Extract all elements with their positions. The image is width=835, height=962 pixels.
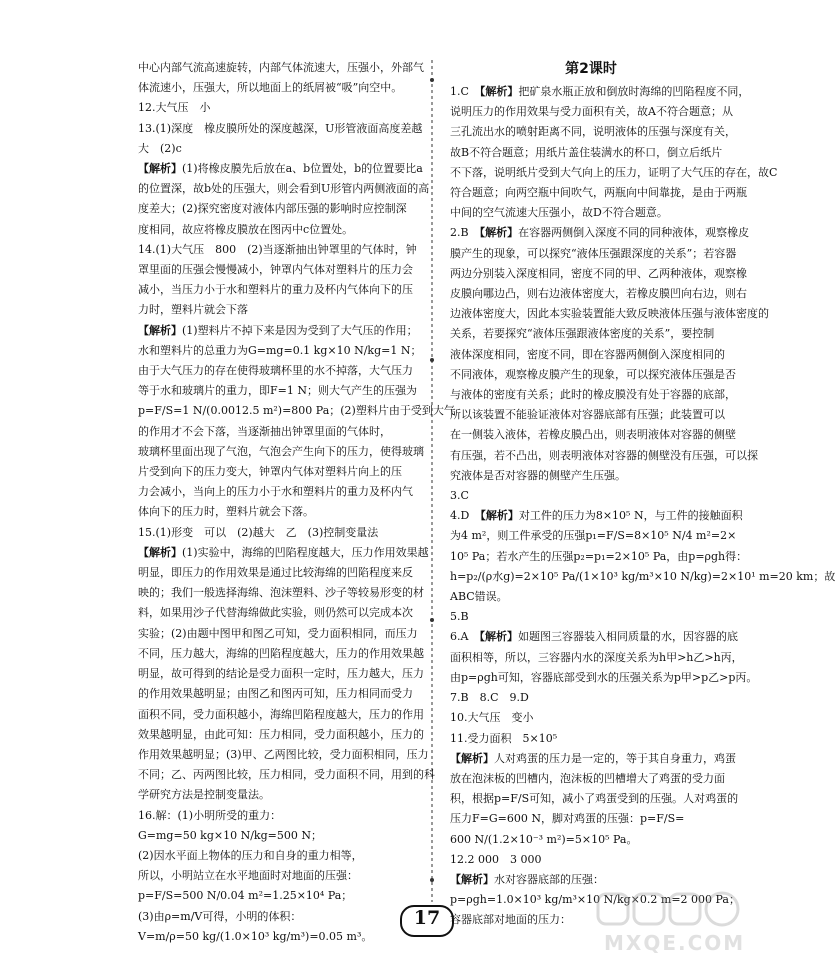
right-text-line: 究液体是否对容器的侧壁产生压强。 bbox=[450, 468, 626, 482]
left-text-line: 罩里面的压强会慢慢减小，钟罩内气体对塑料片的压力会 bbox=[138, 263, 413, 277]
section-title: 第2课时 bbox=[565, 61, 617, 77]
left-text-line: 12.大气压 小 bbox=[138, 101, 211, 115]
left-text-line: V=m/ρ=50 kg/(1.0×10³ kg/m³)=0.05 m³。 bbox=[138, 929, 373, 943]
right-text-line: p=ρgh=1.0×10³ kg/m³×10 N/kg×0.2 m=2 000 Pa； bbox=[450, 893, 740, 907]
right-text-line: 在一侧装入液体，若橡皮膜凸出，则表明液体对容器的侧壁 bbox=[450, 428, 736, 442]
left-text-line: 13.(1)深度 橡皮膜所处的深度越深，U形管液面高度差越 bbox=[138, 121, 423, 135]
right-text-line: 【解析】水对容器底部的压强： bbox=[450, 872, 604, 886]
right-text-line: 故B不符合题意；用纸片盖住装满水的杯口，倒立后纸片 bbox=[450, 145, 723, 159]
right-text-line: 两边分别装入深度相同，密度不同的甲、乙两种液体，观察橡 bbox=[450, 266, 747, 280]
left-text-line: 面积不同，受力面积越小，海绵凹陷程度越大，压力的作用 bbox=[138, 707, 424, 721]
right-text-line: 11.受力面积 5×10⁵ bbox=[450, 731, 558, 745]
left-text-line: 【解析】(1)实验中，海绵的凹陷程度越大，压力作用效果越 bbox=[138, 545, 429, 559]
right-text-line: 皮膜向哪边凸，则右边液体密度大，若橡皮膜凹向右边，则右 bbox=[450, 287, 747, 301]
left-text-line: 不同，压力越大，海绵的凹陷程度越大，压力的作用效果越 bbox=[138, 646, 424, 660]
right-text-line: 不下落，说明纸片受到大气向上的压力，证明了大气压的存在，故C bbox=[450, 165, 778, 179]
right-text-line: 3.C bbox=[450, 489, 469, 503]
right-text-line: 中间的空气流速大压强小，故D不符合题意。 bbox=[450, 206, 668, 220]
left-text-line: 的作用才不会下落，当逐渐抽出钟罩里面的气体时， bbox=[138, 424, 391, 438]
left-text-line: (2)因水平面上物体的压力和自身的重力相等， bbox=[138, 848, 363, 862]
left-text-line: 映的；我们一般选择海绵、泡沫塑料、沙子等较易形变的材 bbox=[138, 586, 424, 600]
left-text-line: 减小，当压力小于水和塑料片的重力及杯内气体向下的压 bbox=[138, 283, 413, 297]
right-text-line: 5.B bbox=[450, 610, 469, 624]
right-text-line: 与液体的密度有关系；此时的橡皮膜没有处于容器的底部， bbox=[450, 388, 736, 402]
left-text-line: 水和塑料片的总重力为G=mg=0.1 kg×10 N/kg=1 N； bbox=[138, 343, 422, 357]
right-text-line: 容器底部对地面的压力： bbox=[450, 913, 571, 927]
right-text-line: 压力F=G=600 N，脚对鸡蛋的压强：p=F/S= bbox=[450, 812, 685, 826]
left-text-line: G=mg=50 kg×10 N/kg=500 N； bbox=[138, 828, 322, 842]
analysis-tag: 【解析】 bbox=[138, 323, 182, 337]
analysis-tag: 【解析】 bbox=[138, 545, 182, 559]
left-text-line: 大 (2)c bbox=[138, 141, 182, 155]
left-text-line: 体流速小，压强大，所以地面上的纸屑被“吸”向空中。 bbox=[138, 81, 403, 95]
analysis-tag: 【解析】 bbox=[479, 85, 519, 98]
right-column bbox=[450, 58, 835, 931]
left-text-line: 的位置深，故b处的压强大，则会看到U形管内两侧液面的高 bbox=[138, 182, 430, 196]
right-text-line: 为4 m²，则工件承受的压强p₁=F/S=8×10⁵ N/4 m²=2× bbox=[450, 529, 737, 543]
left-text-line: 由于大气压力的存在使得玻璃杯里的水不掉落，大气压力 bbox=[138, 364, 413, 378]
page-number-badge bbox=[400, 905, 452, 935]
right-text-line: 符合题意；向两空瓶中间吹气，两瓶向中间靠拢，是由于两瓶 bbox=[450, 186, 747, 200]
right-text-line: 4.D 【解析】对工件的压力为8×10⁵ N，与工件的接触面积 bbox=[450, 509, 743, 523]
right-text-line: 2.B 【解析】在容器两侧倒入深度不同的同种液体，观察橡皮 bbox=[450, 226, 750, 240]
page-number: 17 bbox=[413, 907, 441, 929]
left-text-line: 力时，塑料片就会下落 bbox=[138, 303, 248, 317]
right-text-line: 放在泡沫板的凹槽内，泡沫板的凹槽增大了鸡蛋的受力面 bbox=[450, 771, 725, 785]
left-text-line: 体向下的压力时，塑料片就会下落。 bbox=[138, 505, 314, 519]
left-text-line: 16.解：(1)小明所受的重力： bbox=[138, 808, 282, 822]
left-text-line: 料，如果用沙子代替海绵做此实验，则仍然可以完成本次 bbox=[138, 606, 413, 620]
analysis-tag: 【解析】 bbox=[479, 630, 518, 644]
left-text-line: 实验；(2)由题中图甲和图乙可知，受力面积相同，而压力 bbox=[138, 626, 418, 640]
right-text-line: 6.A 【解析】如题图三容器装入相同质量的水，因容器的底 bbox=[450, 630, 738, 644]
left-text-line: 度差大；(2)探究密度对液体内部压强的影响时应控制深 bbox=[138, 202, 407, 216]
left-text-line: p=F/S=1 N/(0.0012.5 m²)=800 Pa；(2)塑料片由于受到大气 bbox=[138, 404, 455, 418]
right-text-line: ABC错误。 bbox=[450, 590, 508, 604]
right-text-line: 由p=ρgh可知，容器底部受到水的压强关系为p甲>p乙>p丙。 bbox=[450, 670, 758, 684]
left-text-line: 明显，即压力的作用效果是通过比较海绵的凹陷程度来反 bbox=[138, 566, 413, 580]
right-text-line: 面积相等，所以，三容器内水的深度关系为h甲>h乙>h丙， bbox=[450, 650, 743, 664]
right-text-line: 10⁵ Pa；若水产生的压强p₂=p₁=2×10⁵ Pa，由p=ρgh得： bbox=[450, 549, 748, 563]
left-text-line: 片受到向下的压力变大，钟罩内气体对塑料片向上的压 bbox=[138, 465, 402, 479]
analysis-tag: 【解析】 bbox=[450, 872, 494, 886]
right-text-line: 【解析】人对鸡蛋的压力是一定的，等于其自身重力，鸡蛋 bbox=[450, 751, 736, 765]
left-text-line: 不同；乙、丙两图比较，压力相同，受力面积不同，用到的科 bbox=[138, 768, 435, 782]
analysis-tag: 【解析】 bbox=[138, 162, 182, 176]
right-text-line: 不同液体，观察橡皮膜产生的现象，可以探究液体压强是否 bbox=[450, 367, 736, 381]
right-text-line: 10.大气压 变小 bbox=[450, 711, 534, 725]
right-text-line: 液体深度相同，密度不同，即在容器两侧倒入深度相同的 bbox=[450, 347, 725, 361]
watermark-logo bbox=[594, 888, 744, 958]
left-text-line: 中心内部气流高速旋转，内部气体流速大，压强小，外部气 bbox=[138, 61, 424, 74]
left-text-line: 明显，故可得到的结论是受力面积一定时，压力越大，压力 bbox=[138, 667, 424, 681]
left-text-line: 玻璃杯里面出现了气泡，气泡会产生向下的压力，使得玻璃 bbox=[138, 444, 424, 458]
right-column-body bbox=[450, 82, 835, 931]
analysis-tag: 【解析】 bbox=[450, 751, 494, 765]
right-text-line: 说明压力的作用效果与受力面积有关，故A不符合题意；从 bbox=[450, 105, 733, 119]
right-text-line: 边液体密度大，因此本实验装置能大致反映液体压强与液体密度的 bbox=[450, 307, 769, 321]
column-divider bbox=[427, 60, 437, 902]
right-text-line: 所以该装置不能验证液体对容器底部有压强；此装置可以 bbox=[450, 408, 725, 422]
left-text-line: 度相同，故应将橡皮膜放在图丙中c位置处。 bbox=[138, 222, 354, 236]
left-text-line: 的作用效果越明显；由图乙和图丙可知，压力相同而受力 bbox=[138, 687, 413, 701]
right-text-line: 600 N/(1.2×10⁻³ m²)=5×10⁵ Pa。 bbox=[450, 832, 638, 846]
left-text-line: 效果越明显，由此可知：压力相同，受力面积越小，压力的 bbox=[138, 727, 424, 741]
left-text-line: 学研究方法是控制变量法。 bbox=[138, 788, 270, 802]
right-text-line: 1.C 【解析】把矿泉水瓶正放和倒放时海绵的凹陷程度不同， bbox=[450, 85, 750, 98]
svg-text:MXQE.COM: MXQE.COM bbox=[604, 931, 746, 955]
left-text-line: 【解析】(1)塑料片不掉下来是因为受到了大气压的作用； bbox=[138, 323, 418, 337]
left-text-line: 力会减小，当向上的压力小于水和塑料片的重力及杯内气 bbox=[138, 485, 413, 499]
right-text-line: 有压强，若不凸出，则表明液体对容器的侧壁没有压强，可以探 bbox=[450, 448, 758, 462]
right-text-line: 7.B 8.C 9.D bbox=[450, 691, 529, 705]
right-text-line: 膜产生的现象，可以探究“液体压强跟深度的关系”；若容器 bbox=[450, 246, 737, 260]
left-text-line: (3)由ρ=m/V可得，小明的体积： bbox=[138, 909, 302, 923]
analysis-tag: 【解析】 bbox=[480, 509, 519, 523]
right-text-line: 三孔流出水的喷射距离不同，说明液体的压强与深度有关， bbox=[450, 125, 736, 139]
left-text-line: 15.(1)形变 可以 (2)越大 乙 (3)控制变量法 bbox=[138, 525, 379, 539]
left-text-line: 等于水和玻璃片的重力，即F=1 N；则大气产生的压强为 bbox=[138, 384, 417, 398]
right-text-line: h=p₂/(ρ水g)=2×10⁵ Pa/(1×10³ kg/m³×10 N/kg)=2×10¹ m=20 km；故 bbox=[450, 569, 835, 583]
right-text-line: 12.2 000 3 000 bbox=[450, 852, 542, 866]
right-text-line: 关系，若要探究“液体压强跟液体密度的关系”，要控制 bbox=[450, 327, 715, 341]
left-text-line: 作用效果越明显；(3)甲、乙两图比较，受力面积相同，压力 bbox=[138, 747, 429, 761]
left-text-line: p=F/S=500 N/0.04 m²=1.25×10⁴ Pa； bbox=[138, 889, 353, 903]
left-text-line: 14.(1)大气压 800 (2)当逐渐抽出钟罩里的气体时，钟 bbox=[138, 242, 417, 256]
left-text-line: 所以，小明站立在水平地面时对地面的压强： bbox=[138, 869, 358, 883]
right-text-line: 积，根据p=F/S可知，减小了鸡蛋受到的压强。人对鸡蛋的 bbox=[450, 792, 739, 806]
analysis-tag: 【解析】 bbox=[479, 226, 519, 240]
left-text-line: 【解析】(1)将橡皮膜先后放在a、b位置处，b的位置要比a bbox=[138, 162, 423, 176]
